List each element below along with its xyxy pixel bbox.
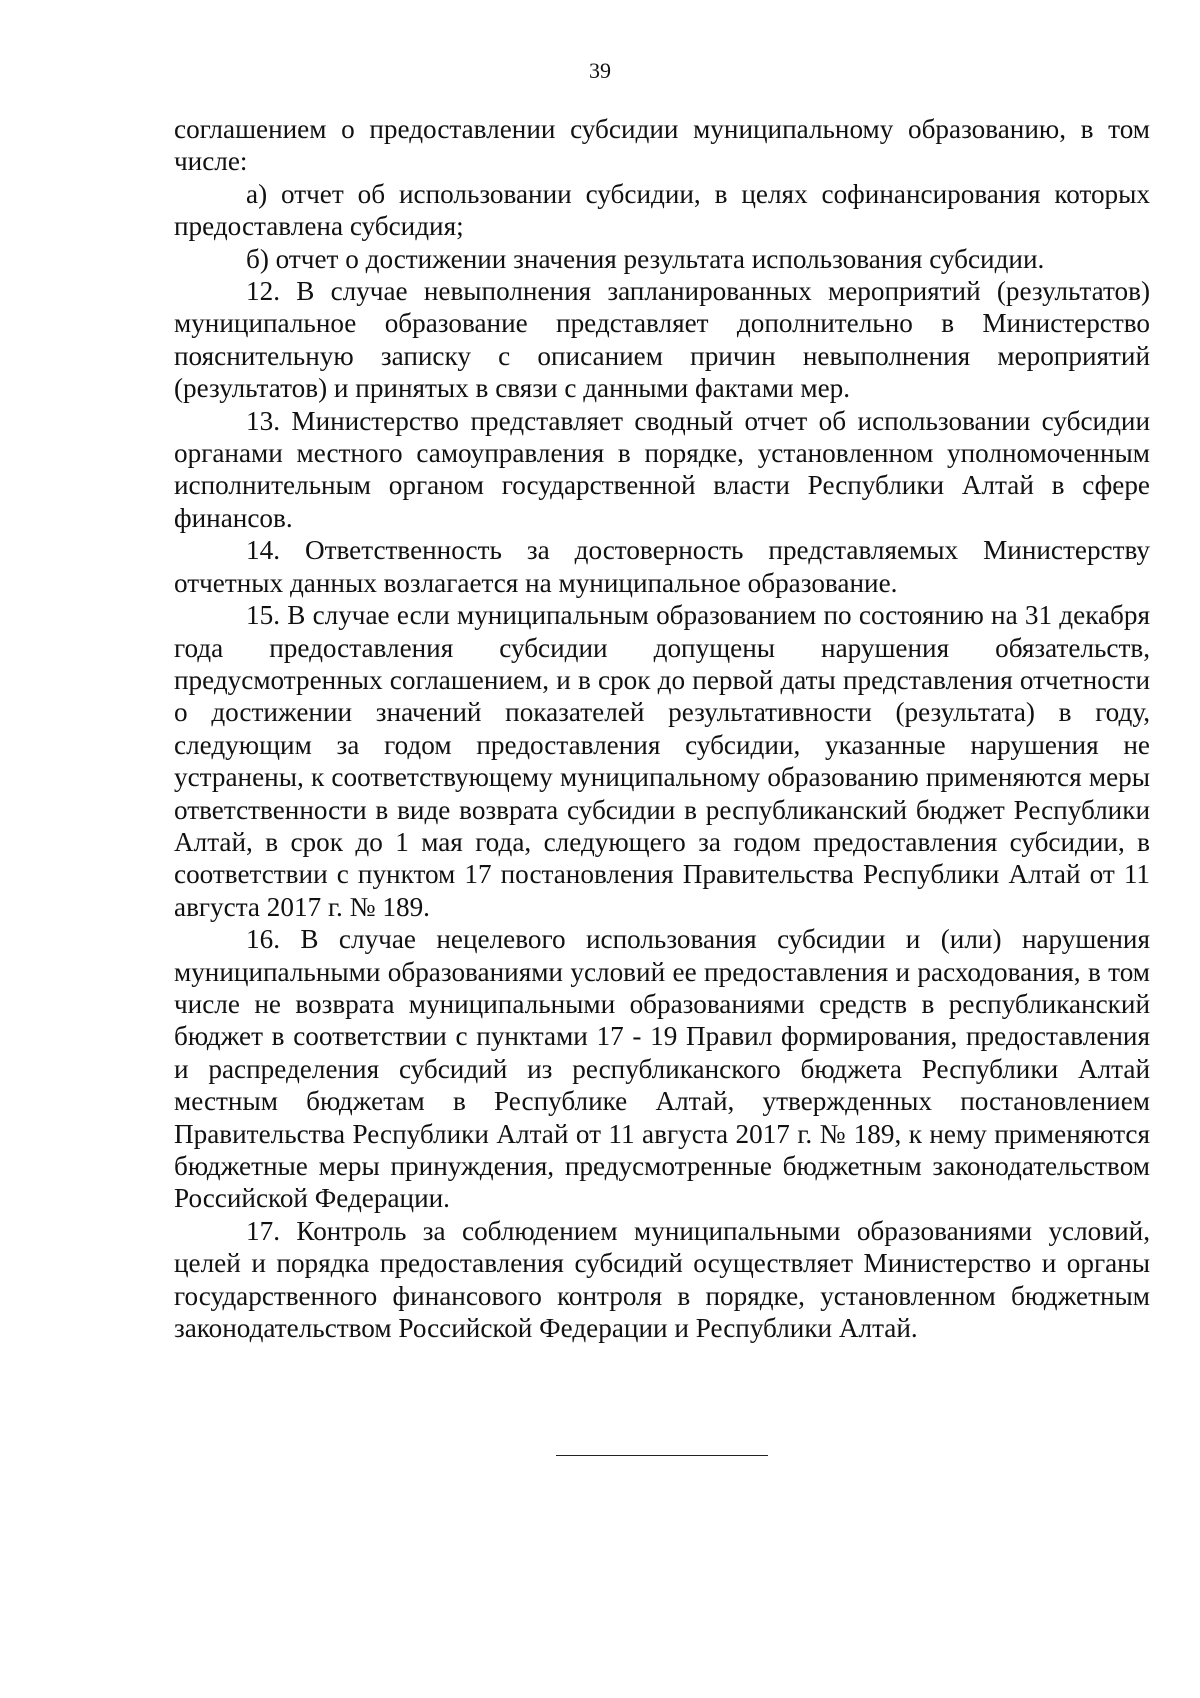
paragraph-item-a: а) отчет об использовании субсидии, в целях софинансирования которых предоставлена субсидия; — [174, 178, 1150, 242]
paragraph-15: 15. В случае если муниципальным образованием по состоянию на 31 декабря года предоставления субсидии допущены нарушения обязательств, предусмотренных соглашением, и в срок до первой даты представления отчетности о достижении значений показателей результативности (результата) в году, следующим за годом предоставления субсидии, указанные нарушения не устранены, к соответствующему муниципальному образованию применяются меры ответственности в виде возврата субсидии в республиканский бюджет Республики Алтай, в срок до 1 мая года, следующего за годом предоставления субсидии, в соответствии с пунктом 17 постановления Правительства Республики Алтай от 11 августа 2017 г. № 189. — [174, 600, 1150, 922]
paragraph-14: 14. Ответственность за достоверность представляемых Министерству отчетных данных возлагается на муниципальное образование. — [174, 535, 1150, 598]
paragraph-item-b: б) отчет о достижении значения результата использования субсидии. — [246, 243, 1045, 274]
paragraph-17: 17. Контроль за соблюдением муниципальными образованиями условий, целей и порядка предоставления субсидий осуществляет Министерство и органы государственного финансового контроля в порядке, установленном бюджетным законодательством Российской Федерации и Республики Алтай. — [174, 1215, 1150, 1344]
document-body — [174, 113, 1150, 1344]
end-of-document-divider — [556, 1455, 768, 1456]
paragraph-continuation: соглашением о предоставлении субсидии муниципальному образованию, в том числе: — [174, 114, 1150, 177]
paragraph-13: 13. Министерство представляет сводный отчет об использовании субсидии органами местного самоуправления в порядке, установленном уполномоченным исполнительным органом государственной власти Республики Алтай в сфере финансов. — [174, 405, 1150, 533]
paragraph-12: 12. В случае невыполнения запланированных мероприятий (результатов) муниципальное образование представляет дополнительно в Министерство пояснительную записку с описанием причин невыполнения мероприятий (результатов) и принятых в связи с данными фактами мер. — [174, 276, 1150, 404]
page-number: 39 — [589, 58, 611, 83]
paragraph-16: 16. В случае нецелевого использования субсидии и (или) нарушения муниципальными образованиями условий ее предоставления и расходования, в том числе не возврата муниципальными образованиями средств в республиканский бюджет в соответствии с пунктами 17 - 19 Правил формирования, предоставления и распределения субсидий из республиканского бюджета Республики Алтай местным бюджетам в Республике Алтай, утвержденных постановлением Правительства Республики Алтай от 11 августа 2017 г. № 189, к нему применяются бюджетные меры принуждения, предусмотренные бюджетным законодательством Российской Федерации. — [174, 924, 1150, 1214]
